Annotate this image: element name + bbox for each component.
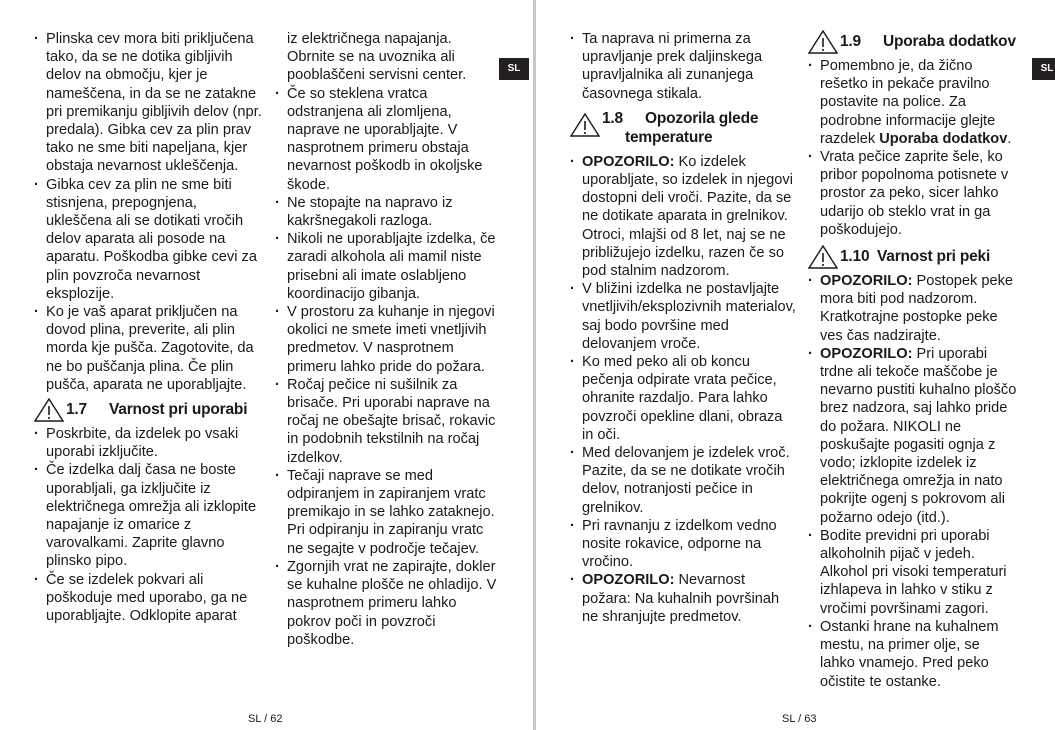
list-item: · Ročaj pečice ni sušilnik za brisače. Pri uporabi naprave na ročaj ne obešajte brisač, rokavic in podobnih tekstilnih na ročaj izdelkov. (275, 376, 500, 467)
language-tab: SL (1032, 58, 1055, 80)
section-title: Opozorila glede (645, 109, 759, 127)
list-item: · Če se izdelek pokvari ali poškoduje med uporabo, ga ne uporabljajte. Odklopite aparat (34, 571, 264, 626)
list-item: · V prostoru za kuhanje in njegovi okolici ne smete imeti vnetljivih predmetov. V nasprotnem primeru lahko pride do požara. (275, 303, 500, 376)
page-number: SL / 62 (248, 713, 283, 725)
left-column-1 (34, 30, 264, 625)
list-item: · OPOZORILO: Postopek peke mora biti pod nadzorom. Kratkotrajne postopke peke ves čas nadzirajte. (808, 272, 1018, 345)
warning-icon (34, 398, 64, 422)
warning-icon (570, 113, 600, 137)
list-item: · Pri ravnanju z izdelkom vedno nosite rokavice, odporne na vročino. (570, 517, 796, 572)
list-item: · Vrata pečice zaprite šele, ko pribor popolnoma potisnete v prostor za peko, sicer lahko udarijo ob steklo vrat in ga poškodujejo. (808, 148, 1018, 239)
page-number: SL / 63 (782, 713, 817, 725)
list-item: · OPOZORILO: Ko izdelek uporabljate, so izdelek in njegovi dostopni deli vroči. Pazite, da se ne dotikate aparata in grelnikov. Otroci, mlajši od 8 let, naj se ne približujejo izdelku, razen če so pod stalnim nadzorom. (570, 153, 796, 280)
list-item: · Če so steklena vratca odstranjena ali zlomljena, naprave ne uporabljajte. V nasprotnem primeru obstaja nevarnost poškodb in okoljske škode. (275, 85, 500, 194)
list-item: · Pomembno je, da žično rešetko in pekače pravilno postavite na police. Za podrobne informacije glejte razdelek Uporaba dodatkov. (808, 57, 1018, 148)
right-page (536, 0, 1055, 730)
section-title: Uporaba dodatkov (883, 33, 1016, 50)
warning-label: OPOZORILO: (582, 572, 675, 589)
section-heading-1-8 (570, 109, 796, 147)
list-item: · Ko je vaš aparat priključen na dovod plina, preverite, ali plin morda kje pušča. Zagotovite, da ne bo puščanja plina. Če plin pušča, aparata ne uporabljajte. (34, 303, 264, 394)
section-title-line2: temperature (625, 128, 713, 146)
warning-icon (808, 30, 838, 54)
list-item: · OPOZORILO: Nevarnost požara: Na kuhalnih površinah ne shranjujte predmetov. (570, 571, 796, 626)
right-column-2 (808, 30, 1018, 691)
section-heading-1-10 (808, 247, 1018, 266)
list-item: · Plinska cev mora biti priključena tako, da se ne dotika gibljivih delov na območju, kjer je nameščena, in da se ne zatakne pri premikanju gibljivih delov (npr. predala). Gibka cev za plin prav tako ne sme biti napeljana, kjer obstaja nevarnost ukleščenja. (34, 30, 264, 176)
warning-label: OPOZORILO: (582, 153, 675, 170)
list-item: · V bližini izdelka ne postavljajte vnetljivih/eksplozivnih materialov, saj bodo površine med delovanjem vroče. (570, 280, 796, 353)
list-item: · Zgornjih vrat ne zapirajte, dokler se kuhalne plošče ne ohladijo. V nasprotnem primeru lahko pokrov poči in povzroči poškodbe. (275, 558, 500, 649)
list-item: · Če izdelka dalj časa ne boste uporabljali, ga izključite iz električnega omrežja ali izklopite napajanje iz omarice z varovalkami. Zaprite glavno plinsko pipo. (34, 461, 264, 570)
section-title: Varnost pri peki (877, 248, 991, 266)
section-number: 1.10 (840, 248, 870, 266)
list-item: · Ta naprava ni primerna za upravljanje prek daljinskega upravljalnika ali zunanjega časovnega stikala. (570, 30, 796, 103)
warning-label: OPOZORILO: (820, 345, 913, 362)
section-heading-1-9 (808, 32, 1018, 51)
list-item: · Gibka cev za plin ne sme biti stisnjena, prepognjena, ukleščena ali se dotikati vročih delov aparata ali posode na aparatu. Poškodba gibke cevi za plin povzroča nevarnost eksplozije. (34, 176, 264, 303)
list-item: · Poskrbite, da izdelek po vsaki uporabi izključite. (34, 425, 264, 461)
list-item: · Ne stopajte na napravo iz kakršnegakoli razloga. (275, 194, 500, 230)
warning-label: OPOZORILO: (820, 273, 913, 290)
list-item: · Ostanki hrane na kuhalnem mestu, na primer olje, se lahko vnamejo. Pred peko očistite te ostanke. (808, 618, 1018, 691)
list-item: · Nikoli ne uporabljajte izdelka, če zaradi alkohola ali mamil niste prisebni ali imate oslabljeno koordinacijo gibanja. (275, 230, 500, 303)
section-heading-1-7 (34, 400, 264, 419)
section-number: 1.8 (602, 109, 623, 127)
list-item-continuation: iz električnega napajanja. Obrnite se na uvoznika ali pooblaščeni servisni center. (287, 31, 467, 84)
warning-icon (808, 245, 838, 269)
list-item: · Med delovanjem je izdelek vroč. Pazite, da se ne dotikate vročih delov, notranjosti pečice in grelnikov. (570, 444, 796, 517)
list-item: · OPOZORILO: Pri uporabi trdne ali tekoče maščobe je nevarno pustiti kuhalno ploščo brez nadzora, saj lahko pride do požara. NIKOLI ne poskušajte pogasiti ognja z vodo; izklopite izdelek iz električnega omrežja in nato pokrijte ogenj s pokrovom ali požarno odejo (itd.). (808, 345, 1018, 527)
language-tab: SL (499, 58, 529, 80)
section-number: 1.9 (840, 33, 861, 50)
list-item: · Tečaji naprave se med odpiranjem in zapiranjem vratc premikajo in se lahko zataknejo. Pri odpiranju in zapiranju vratc ne segajte v področje tečajev. (275, 467, 500, 558)
section-number: 1.7 (66, 401, 87, 419)
cross-reference: Uporaba dodatkov (879, 130, 1008, 147)
left-column-2 (275, 30, 500, 649)
right-column-1 (570, 30, 796, 626)
list-item: · Bodite previdni pri uporabi alkoholnih pijač v jedeh. Alkohol pri visoki temperaturi izhlapeva in lahko v stiku z vročimi površinami zagori. (808, 527, 1018, 618)
list-item: · Ko med peko ali ob koncu pečenja odpirate vrata pečice, ohranite razdaljo. Para lahko povzroči opekline dlani, obraza in oči. (570, 353, 796, 444)
section-title: Varnost pri uporabi (109, 401, 248, 419)
